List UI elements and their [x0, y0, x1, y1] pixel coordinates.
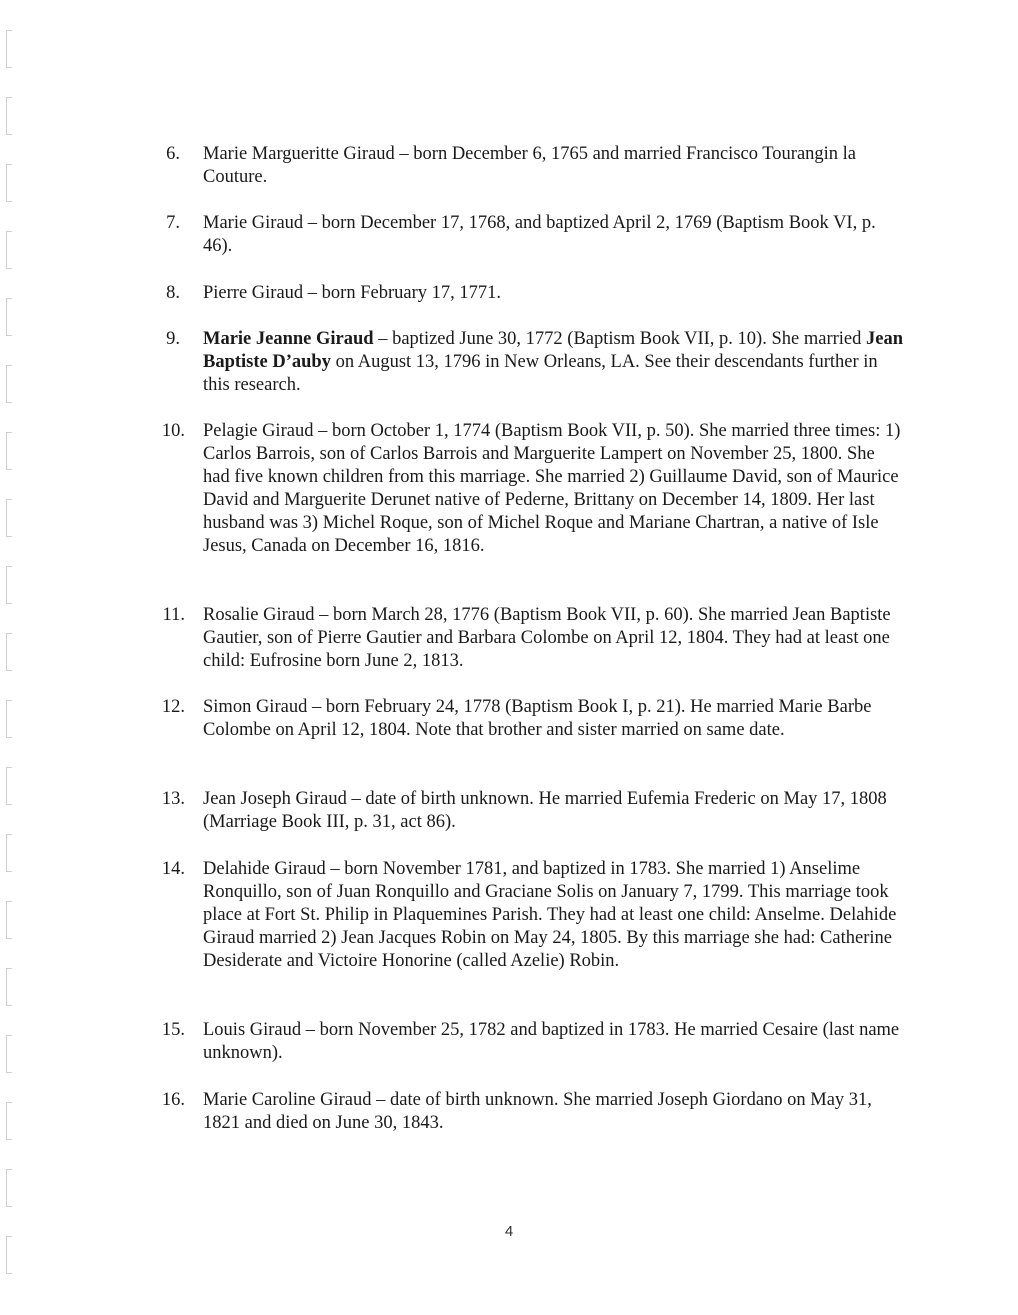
- binding-mark: [6, 700, 12, 738]
- item-text: [203, 604, 903, 673]
- binding-mark: [6, 1236, 12, 1274]
- binding-mark: [6, 97, 12, 135]
- item-text: [203, 858, 903, 973]
- item-number: 12.: [161, 697, 185, 717]
- item-text-part: Marie Giraud – born December 17, 1768, and baptized April 2, 1769 (Baptism Book VI, p. 46).: [203, 213, 876, 256]
- item-text: [203, 143, 903, 189]
- item-text-part: Louis Giraud – born November 25, 1782 and baptized in 1783. He married Cesaire (last name unknown).: [203, 1020, 900, 1063]
- binding-mark: [6, 901, 12, 939]
- item-number: 7.: [166, 213, 180, 233]
- item-number: 13.: [161, 789, 185, 809]
- binding-mark: [6, 365, 12, 403]
- item-number: 6.: [166, 144, 180, 164]
- item-text: [203, 788, 903, 834]
- item-text: [203, 696, 903, 742]
- item-text-part: Jean Joseph Giraud – date of birth unknown. He married Eufemia Frederic on May 17, 1808 (Marriage Book III, p. 31, act 86).: [203, 789, 887, 832]
- item-number: 11.: [162, 605, 185, 625]
- binding-mark: [6, 1035, 12, 1073]
- item-text-part: Simon Giraud – born February 24, 1778 (Baptism Book I, p. 21). He married Marie Barbe Colombe on April 12, 1804. Note that brother and sister married on same date.: [203, 697, 872, 740]
- binding-mark: [6, 633, 12, 671]
- person-name: Marie Jeanne Giraud: [203, 329, 374, 349]
- binding-mark: [6, 432, 12, 470]
- item-text-part: Pierre Giraud – born February 17, 1771.: [203, 283, 501, 303]
- binding-mark: [6, 834, 12, 872]
- item-text: [203, 1089, 903, 1135]
- item-number: 9.: [166, 329, 180, 349]
- binding-marks: [2, 30, 16, 1295]
- item-text-part: Marie Caroline Giraud – date of birth unknown. She married Joseph Giordano on May 31, 1821 and died on June 30, 1843.: [203, 1090, 872, 1133]
- binding-mark: [6, 566, 12, 604]
- item-text-part: Pelagie Giraud – born October 1, 1774 (Baptism Book VII, p. 50). She married three times: 1) Carlos Barrois, son of Carlos Barrois and Marguerite Lampert on November 25, 1800. She had five known children from this marriage. She married 2) Guillaume David, son of Maurice David and Marguerite Derunet native of Pederne, Brittany on December 14, 1809. Her last husband was 3) Michel Roque, son of Michel Roque and Mariane Chartran, a native of Isle Jesus, Canada on December 16, 1816.: [203, 421, 901, 556]
- binding-mark: [6, 1102, 12, 1140]
- binding-mark: [6, 231, 12, 269]
- item-text: [203, 1019, 903, 1065]
- item-text-part: on August 13, 1796 in New Orleans, LA. See their descendants further in this research.: [203, 352, 878, 395]
- item-number: 14.: [161, 859, 185, 879]
- spouse-name: Jean Baptiste D’auby: [203, 329, 903, 372]
- binding-mark: [6, 499, 12, 537]
- item-number: 15.: [161, 1020, 185, 1040]
- page-number: 4: [504, 1223, 514, 1240]
- item-text: [203, 212, 903, 258]
- binding-mark: [6, 30, 12, 68]
- binding-mark: [6, 1169, 12, 1207]
- item-number: 10.: [161, 421, 185, 441]
- item-text-part: Rosalie Giraud – born March 28, 1776 (Baptism Book VII, p. 60). She married Jean Baptiste Gautier, son of Pierre Gautier and Barbara Colombe on April 12, 1804. They had at least one child: Eufrosine born June 2, 1813.: [203, 605, 891, 671]
- binding-mark: [6, 767, 12, 805]
- item-text: [203, 420, 903, 558]
- item-text-part: – baptized June 30, 1772 (Baptism Book VII, p. 10). She married: [373, 329, 866, 349]
- item-text: [203, 328, 903, 397]
- item-number: 16.: [161, 1090, 185, 1110]
- item-text: [203, 282, 903, 305]
- binding-mark: [6, 968, 12, 1006]
- item-number: 8.: [166, 283, 180, 303]
- binding-mark: [6, 298, 12, 336]
- item-text-part: Marie Margueritte Giraud – born December 6, 1765 and married Francisco Tourangin la Couture.: [203, 144, 857, 187]
- item-text-part: Delahide Giraud – born November 1781, and baptized in 1783. She married 1) Anselime Ronquillo, son of Juan Ronquillo and Graciane Solis on January 7, 1799. This marriage took place at Fort St. Philip in Plaquemines Parish. They had at least one child: Anselme. Delahide Giraud married 2) Jean Jacques Robin on May 24, 1805. By this marriage she had: Catherine Desiderate and Victoire Honorine (called Azelie) Robin.: [203, 859, 897, 971]
- binding-mark: [6, 164, 12, 202]
